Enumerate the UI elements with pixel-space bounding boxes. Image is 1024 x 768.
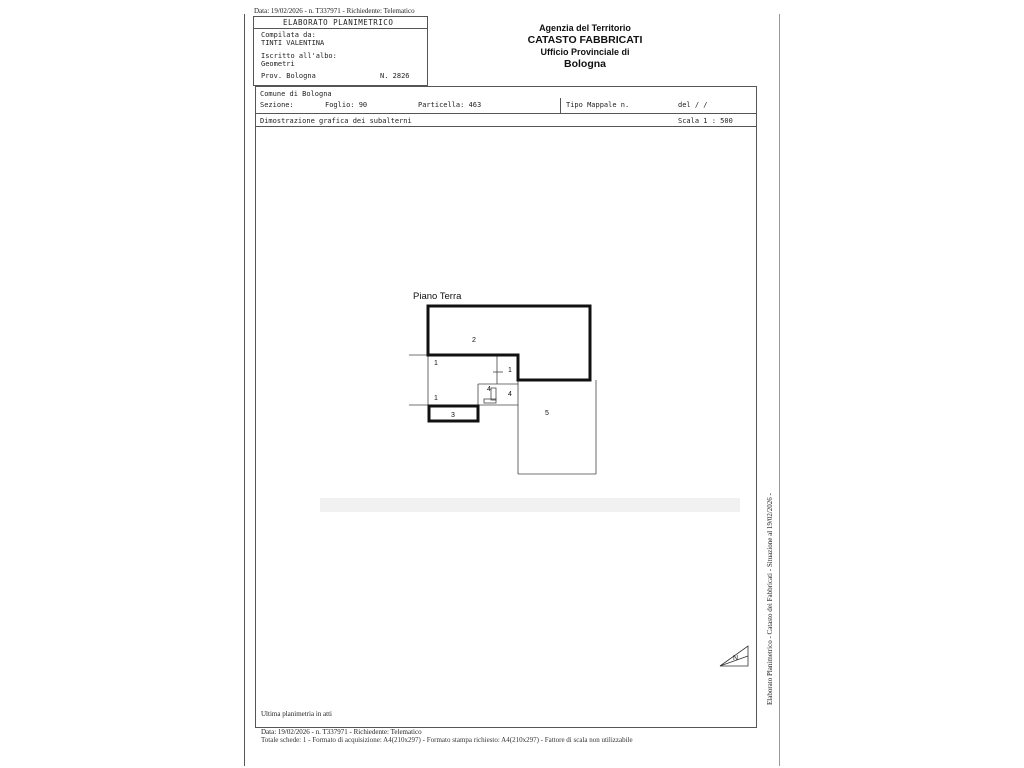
north-label: N (733, 655, 739, 662)
top-stamp: Data: 19/02/2026 - n. T337971 - Richiedente: Telematico (254, 7, 415, 15)
dimostrazione: Dimostrazione grafica dei subalterni (260, 117, 412, 125)
title-box-heading: ELABORATO PLANIMETRICO (283, 18, 394, 27)
tipo-mappale: Tipo Mappale n. (566, 101, 630, 109)
svg-text:1: 1 (508, 367, 512, 374)
agency-line-1: Agenzia del Territorio (539, 23, 631, 33)
svg-text:1: 1 (434, 360, 438, 367)
floor-label: Piano Terra (413, 291, 462, 302)
registered-label: Iscritto all'albo: (261, 52, 337, 60)
foglio: Foglio: 90 (325, 101, 368, 109)
sezione: Sezione: (260, 101, 294, 109)
svg-text:4: 4 (487, 386, 491, 393)
svg-text:1: 1 (434, 395, 438, 402)
registration-number: N. 2826 (380, 72, 410, 80)
faint-watermark (320, 498, 740, 512)
svg-text:3: 3 (451, 412, 455, 419)
compiled-label: Compilata da: (261, 31, 316, 39)
agency-line-4: Bologna (564, 58, 606, 70)
footer-totale: Totale schede: 1 - Formato di acquisizione: A4(210x297) - Formato stampa richiesto: A4(210x297) - Fattore di scala non utilizzabile (261, 736, 633, 744)
ultima-planimetria: Ultima planimetria in atti (261, 710, 332, 718)
scala: Scala 1 : 500 (678, 117, 733, 125)
agency-line-2: CATASTO FABBRICATI (527, 34, 643, 46)
svg-text:5: 5 (545, 410, 549, 417)
svg-text:2: 2 (472, 337, 476, 344)
del-date: del / / (678, 101, 708, 109)
comune: Comune di Bologna (260, 90, 332, 98)
registered-value: Geometri (261, 60, 295, 68)
compiled-name: TINTI VALENTINA (261, 39, 325, 47)
footer-data: Data: 19/02/2026 - n. T337971 - Richiedente: Telematico (261, 728, 422, 736)
svg-text:4: 4 (508, 391, 512, 398)
agency-line-3: Ufficio Provinciale di (540, 47, 630, 57)
side-stamp: Elaborato Planimetrico - Catasto dei Fabbricati - Situazione al 19/02/2026 - (766, 493, 774, 705)
prov-label: Prov. Bologna (261, 72, 316, 80)
particella: Particella: 463 (418, 101, 482, 109)
